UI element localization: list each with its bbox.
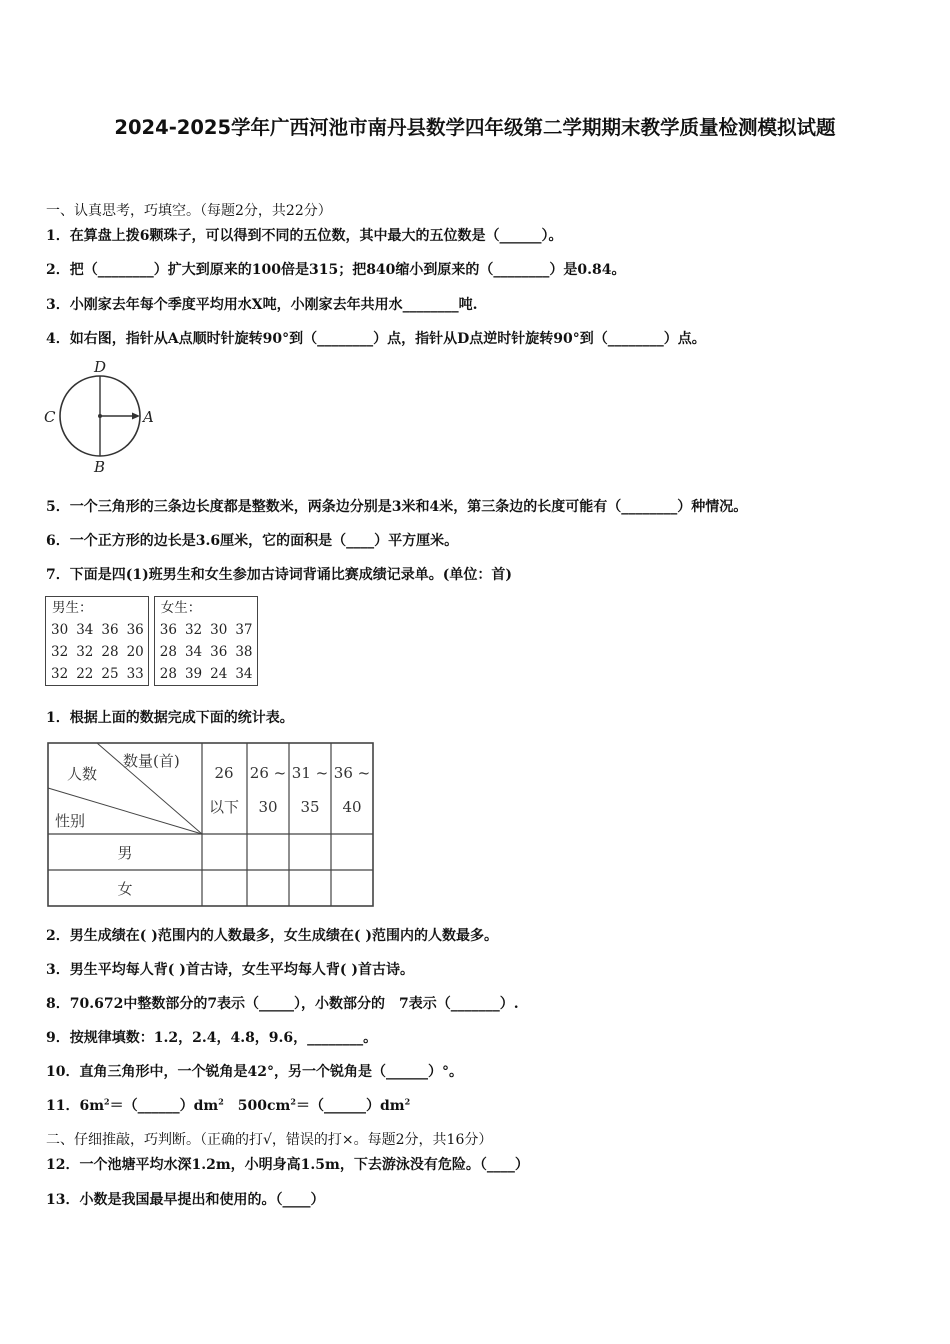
question-5: 5．一个三角形的三条边长度都是整数米，两条边分别是3米和4米，第三条边的长度可能有（________）种情况。 <box>46 499 748 515</box>
male-score-cell: 36 <box>126 622 144 638</box>
question-6: 6．一个正方形的边长是3.6厘米，它的面积是（____）平方厘米。 <box>46 533 459 549</box>
col-header-1-line1: 26 <box>214 764 234 782</box>
question-4: 4．如右图，指针从A点顺时针旋转90°到（________）点，指针从D点逆时针旋转90°到（________）点。 <box>46 331 706 347</box>
male-score-cell: 32 <box>51 644 69 660</box>
male-scores-box <box>46 597 149 686</box>
male-score-cell: 32 <box>51 666 69 682</box>
col-header-3-line1: 31 ~ <box>291 764 329 782</box>
female-score-cell: 34 <box>184 644 203 660</box>
center-dot <box>98 414 102 418</box>
question-11: 11．$6m^2=(\_\_\_\_\_\_)dm^2$ $500cm^2=(\_\_\_\_\_\_)dm^2$ <box>46 1096 411 1114</box>
col-header-2-line1: 26 ~ <box>249 764 287 782</box>
label-c: C <box>44 408 56 426</box>
section-2-heading: 二、仔细推敲，巧判断。（正确的打√，错误的打×。每题2分，共16分） <box>46 1132 493 1148</box>
section-1-heading: 一、认真思考，巧填空。（每题2分，共22分） <box>46 203 332 219</box>
sub-question-2: 2．男生成绩在( )范围内的人数最多，女生成绩在( )范围内的人数最多。 <box>46 928 498 944</box>
male-score-cell: 30 <box>51 622 69 638</box>
male-score-cell: 20 <box>126 644 144 660</box>
female-label: 女生： <box>160 600 202 616</box>
female-score-cell: 37 <box>235 622 253 638</box>
col-header-1-line2: 以下 <box>208 798 240 816</box>
col-header-3-line2: 35 <box>300 798 320 816</box>
row-label-female: 女 <box>117 880 133 898</box>
male-score-cell: 34 <box>76 622 94 638</box>
female-score-cell: 39 <box>184 666 203 682</box>
question-12: 12．一个池塘平均水深1.2m，小明身高1.5m，下去游泳没有危险。（____） <box>46 1157 529 1173</box>
col-header-2-line2: 30 <box>258 798 278 816</box>
female-score-cell: 24 <box>210 666 228 682</box>
sub-question-1: 1．根据上面的数据完成下面的统计表。 <box>46 710 294 726</box>
question-9: 9．按规律填数：1.2，2.4，4.8，9.6，________。 <box>46 1030 378 1046</box>
male-score-cell: 32 <box>76 644 94 660</box>
row-label-male: 男 <box>117 844 133 862</box>
female-score-cell: 32 <box>184 622 203 638</box>
sub-question-3: 3．男生平均每人背( )首古诗，女生平均每人背( )首古诗。 <box>46 962 414 978</box>
corner-count-label: 人数 <box>67 765 98 783</box>
male-score-cell: 33 <box>126 666 144 682</box>
label-a: A <box>143 408 154 426</box>
male-score-cell: 22 <box>76 666 94 682</box>
female-score-cell: 38 <box>235 644 253 660</box>
question-7: 7．下面是四(1)班男生和女生参加古诗词背诵比赛成绩记录单。(单位：首) <box>46 567 512 583</box>
label-b: B <box>94 458 106 476</box>
label-d: D <box>94 358 107 376</box>
male-score-cell: 36 <box>101 622 119 638</box>
male-score-cell: 28 <box>101 644 119 660</box>
corner-gender-label: 性别 <box>55 812 86 830</box>
female-score-cell: 36 <box>159 622 177 638</box>
question-8: 8．70.672中整数部分的7表示（_____），小数部分的 7表示（_______）. <box>46 996 519 1012</box>
male-label: 男生： <box>52 600 93 616</box>
female-score-cell: 28 <box>159 644 177 660</box>
female-score-cell: 34 <box>235 666 253 682</box>
question-2: 2．把（________）扩大到原来的100倍是315；把840缩小到原来的（________）是0.84。 <box>46 262 626 278</box>
corner-quantity-label: 数量(首) <box>123 752 180 770</box>
female-score-cell: 28 <box>159 666 177 682</box>
question-1: 1．在算盘上拨6颗珠子，可以得到不同的五位数，其中最大的五位数是（______）。 <box>46 228 563 244</box>
female-score-cell: 30 <box>210 622 228 638</box>
female-scores-box <box>154 597 257 686</box>
female-score-cell: 36 <box>210 644 228 660</box>
col-header-4-line1: 36 ~ <box>333 764 371 782</box>
clock-circle-figure <box>40 356 165 476</box>
question-3: 3．小刚家去年每个季度平均用水X吨，小刚家去年共用水________吨. <box>46 297 478 313</box>
male-score-cell: 25 <box>101 666 119 682</box>
col-header-4-line2: 40 <box>342 798 362 816</box>
question-10: 10．直角三角形中，一个锐角是42°，另一个锐角是（______）°。 <box>46 1064 463 1080</box>
statistics-table <box>47 742 375 908</box>
score-record-table <box>45 596 258 686</box>
arrow-head-icon <box>132 413 140 420</box>
page-title: 2024-2025学年广西河池市南丹县数学四年级第二学期期末教学质量检测模拟试题 <box>114 116 836 139</box>
question-13: 13．小数是我国最早提出和使用的。（____） <box>46 1192 325 1208</box>
